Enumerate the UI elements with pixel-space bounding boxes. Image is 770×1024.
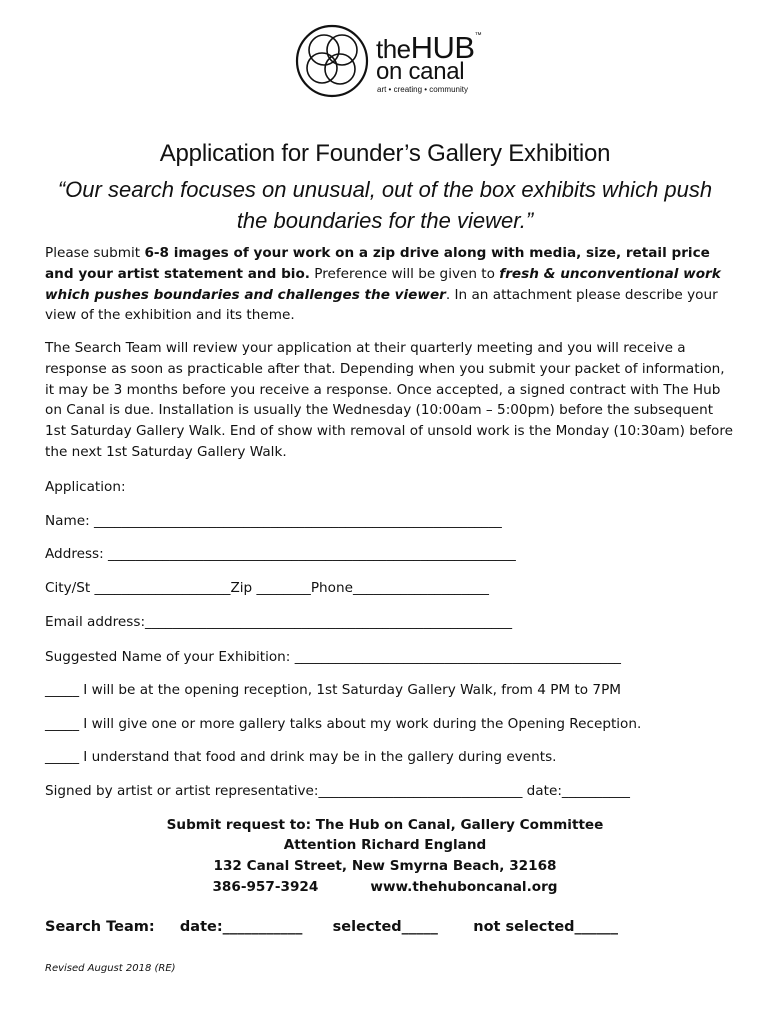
- hub-logo: [294, 22, 494, 102]
- city-zip-phone-field[interactable]: City/St ____________________Zip ________Phone____________________: [45, 580, 489, 596]
- tagline-quote: “Our search focuses on unusual, out of the box exhibits which push the boundaries for the viewer.”: [57, 177, 713, 233]
- submission-instructions: [45, 243, 735, 326]
- logo-hub: HUB: [410, 30, 475, 65]
- search-team-line: Search Team: date:___________ selected_____ not selected______: [45, 919, 619, 935]
- gallery-talks-checkline[interactable]: _____ I will give one or more gallery talks about my work during the Opening Reception.: [45, 716, 642, 732]
- instructions-text-1: Please submit: [45, 245, 145, 261]
- name-field[interactable]: Name: ____________________________________________________________: [45, 513, 502, 529]
- logo-on-canal: on canal: [376, 58, 465, 85]
- instructions-text-3: . In an attachment please describe your view of the exhibition and its theme.: [45, 286, 718, 324]
- address-line: 132 Canal Street, New Smyrna Beach, 32168: [213, 858, 557, 874]
- attention-line: Attention Richard England: [283, 837, 487, 853]
- instructions-bold: 6-8 images of your work on a zip drive along with media, size, retail price and your artist statement and bio.: [45, 245, 710, 282]
- instructions-text-2: Preference will be given to: [309, 265, 500, 282]
- email-field[interactable]: Email address:______________________________________________________: [45, 614, 513, 630]
- opening-reception-checkline[interactable]: _____ I will be at the opening reception, 1st Saturday Gallery Walk, from 4 PM to 7PM: [45, 682, 622, 698]
- page-title: Application for Founder’s Gallery Exhibition: [159, 140, 611, 167]
- review-process-paragraph: The Search Team will review your application at their quarterly meeting and you will receive a response as soon as practicable after that. Depending when you submit your packet of information, it may be 3 months before you receive a response. Once accepted, a signed contract with The Hub on Canal is due. Installation is usually the Wednesday (10:00am – 5:00pm) before the subsequent 1st Saturday Gallery Walk. End of show with removal of unsold work is the Monday (10:30am) before the next 1st Saturday Gallery Walk.: [45, 340, 733, 460]
- revised-note: Revised August 2018 (RE): [45, 963, 176, 974]
- contact-line: 386-957-3924 www.thehuboncanal.org: [212, 879, 558, 895]
- logo-the: the: [376, 34, 411, 64]
- instructions-bold-italic: fresh & unconventional work which pushes boundaries and challenges the viewer: [45, 265, 721, 303]
- submit-to-line: Submit request to: The Hub on Canal, Gallery Committee: [166, 817, 604, 833]
- logo-trademark: ™: [474, 32, 482, 39]
- logo-tagline: art • creating • community: [377, 85, 468, 94]
- food-drink-checkline[interactable]: _____ I understand that food and drink may be in the gallery during events.: [45, 749, 557, 765]
- circles-logo-icon: [294, 22, 374, 102]
- application-label: Application:: [45, 479, 126, 495]
- address-field[interactable]: Address: ____________________________________________________________: [45, 546, 516, 562]
- signature-date-field[interactable]: Signed by artist or artist representative:______________________________ date:__________: [45, 783, 630, 799]
- exhibition-name-field[interactable]: Suggested Name of your Exhibition: ________________________________________________: [45, 649, 621, 665]
